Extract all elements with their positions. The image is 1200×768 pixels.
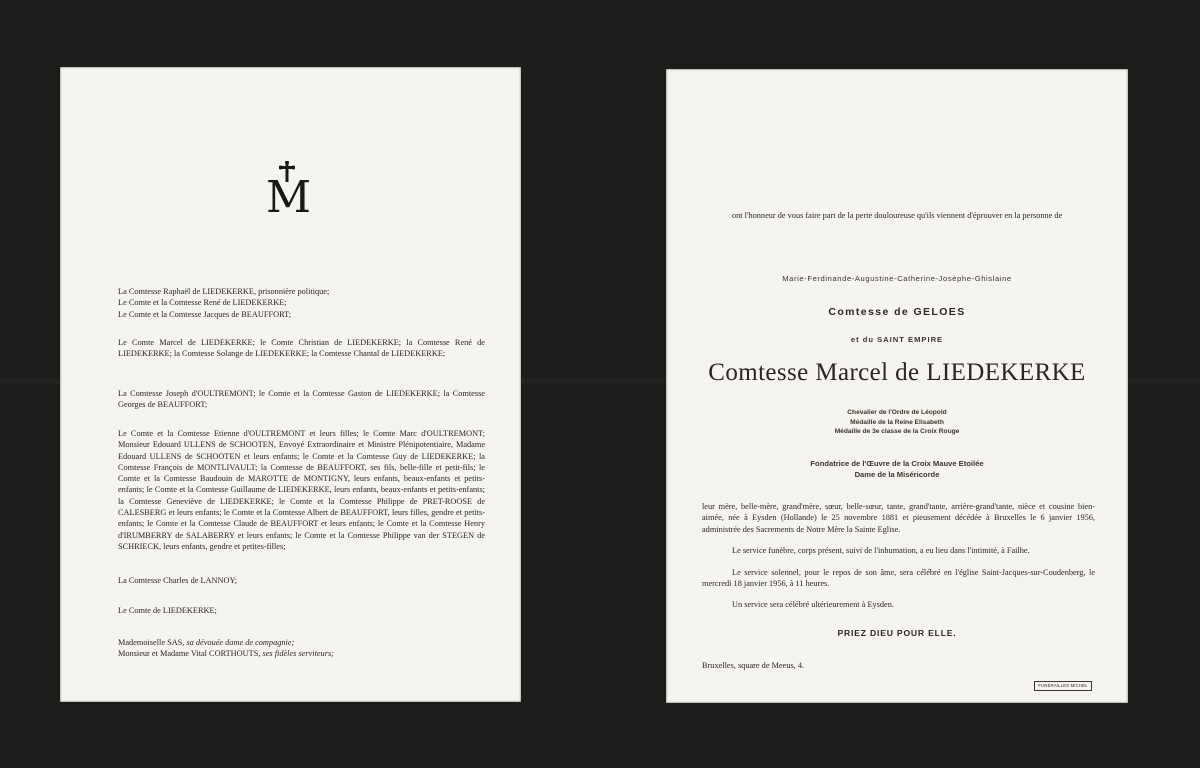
left-page — [60, 67, 521, 702]
honor-line: Chevalier de l'Ordre de Léopold — [847, 409, 947, 416]
foundress-line: Dame de la Miséricorde — [854, 470, 940, 479]
monogram — [266, 163, 312, 223]
funeral-text: Le service funèbre, corps présent, suivi de l'inhumation, a eu lieu dans l'intimité, à Failhe. — [732, 546, 1030, 555]
mourners-group-3: La Comtesse Joseph d'OULTREMONT; le Comte et la Comtesse Gaston de LIEDEKERKE; la Comtesse Georges de BEAUFFORT; — [118, 389, 485, 410]
honor-line: Médaille de la Reine Elisabeth — [850, 418, 944, 426]
mourner-line: La Comtesse Raphaël de LIEDEKERKE, prisonnière politique; — [118, 287, 330, 296]
servant-line: Mademoiselle SAS, sa dévouée dame de compagnie; — [118, 638, 295, 647]
right-page — [666, 69, 1128, 703]
later-service-text: Un service sera célébré ultérieurement à Eysden. — [732, 600, 894, 609]
foundress-block — [666, 458, 1128, 480]
noble-title: Comtesse de GELOES — [828, 306, 966, 318]
mourners-group-4: Le Comte et la Comtesse Etienne d'OULTREMONT et leurs filles; le Comte Marc d'OULTREMONT; Monsieur Edouard ULLENS de SCHOOTEN, Envoyé Extraordinaire et Ministre Plénipotentiaire, Madame Edouard ULLENS de SCHOOTEN et leurs enfants; le Comte et la Comtesse Guy de LIEDEKERKE; la Comtesse François de MONTLIVAULT; la Comtesse de BEAUFFORT, ses fils, belle-fille et petit-fils; le Comte et la Comtesse Baudouin de MAROTTE de MONTIGNY, leurs enfants, beaux-enfants et petits-enfants; le Comte et la Comtesse Guillaume de LIEDEKERKE, leurs enfants, beaux-enfants et petits-enfants; la Comtesse Geneviève de LIEDEKERKE; le Comte et la Comtesse Philippe de PRET-ROOSE de CALESBERG et leurs enfants; le Comte et la Comtesse Albert de BEAUFFORT, leurs filles, gendre et petits-enfants; le Comte et la Comtesse Claude de BEAUFFORT et leurs enfants; le Comte et la Comtesse Henry d'IRUMBERRY de SALABERRY et leurs enfants; le Comte et la Comtesse Philippe van der STEGEN de SCHRIECK, leurs enfants, gendre et petites-filles; — [118, 429, 485, 551]
address-line: Bruxelles, square de Meeus, 4. — [702, 661, 805, 670]
empire-title: et du SAINT EMPIRE — [850, 335, 944, 344]
honor-line: Médaille de 3e classe de la Croix Rouge — [834, 428, 960, 436]
mourner-line: Le Comte et la Comtesse Jacques de BEAUFFORT; — [118, 309, 292, 319]
intro-text: ont l'honneur de vous faire part de la perte douloureuse qu'ils viennent d'éprouver en la personne de — [732, 211, 1063, 220]
biography-text: leur mère, belle-mère, grand'mère, sœur, belle-sœur, tante, grand'tante, arrière-grand'tante, nièce et cousine bien-aimée, née à Eysden (Hollande) le 25 novembre 1881 et pieusement décédée à Bruxelles le 6 janvier 1956, administrée des Sacrements de Notre Mère la Sainte Eglise. — [702, 502, 1095, 534]
honors-list — [666, 408, 1128, 437]
printer-stamp: FUNÉRAILLES MICHEL — [1034, 681, 1092, 691]
servants-group — [118, 637, 485, 660]
mourners-group-5: La Comtesse Charles de LANNOY; — [118, 576, 238, 585]
foundress-line: Fondatrice de l'Œuvre de la Croix Mauve Etoilée — [810, 459, 984, 468]
mourners-group-2: Le Comte Marcel de LIEDEKERKE; le Comte Christian de LIEDEKERKE; la Comtesse René de LIEDEKERKE; la Comtesse Solange de LIEDEKERKE; la Comtesse Chantal de LIEDEKERKE; — [118, 338, 485, 359]
deceased-name: Comtesse Marcel de LIEDEKERKE — [708, 359, 1086, 386]
given-names: Marie-Ferdinande-Augustine-Catherine-Josèphe-Ghislaine — [782, 274, 1012, 283]
mourners-group-1 — [118, 286, 485, 320]
mourners-group-6: Le Comte de LIEDEKERKE; — [118, 606, 217, 615]
solemn-service-text: Le service solennel, pour le repos de son âme, sera célébré en l'église Saint-Jacques-sur-Coudenberg, le mercredi 18 janvier 1956, à 11 heures. — [702, 568, 1095, 589]
servant-line: Monsieur et Madame Vital CORTHOUTS, ses fidèles serviteurs; — [118, 649, 334, 659]
mourner-line: Le Comte et la Comtesse René de LIEDEKERKE; — [118, 298, 287, 308]
prayer-line: PRIEZ DIEU POUR ELLE. — [837, 628, 957, 638]
monogram-letter: M — [266, 172, 312, 223]
